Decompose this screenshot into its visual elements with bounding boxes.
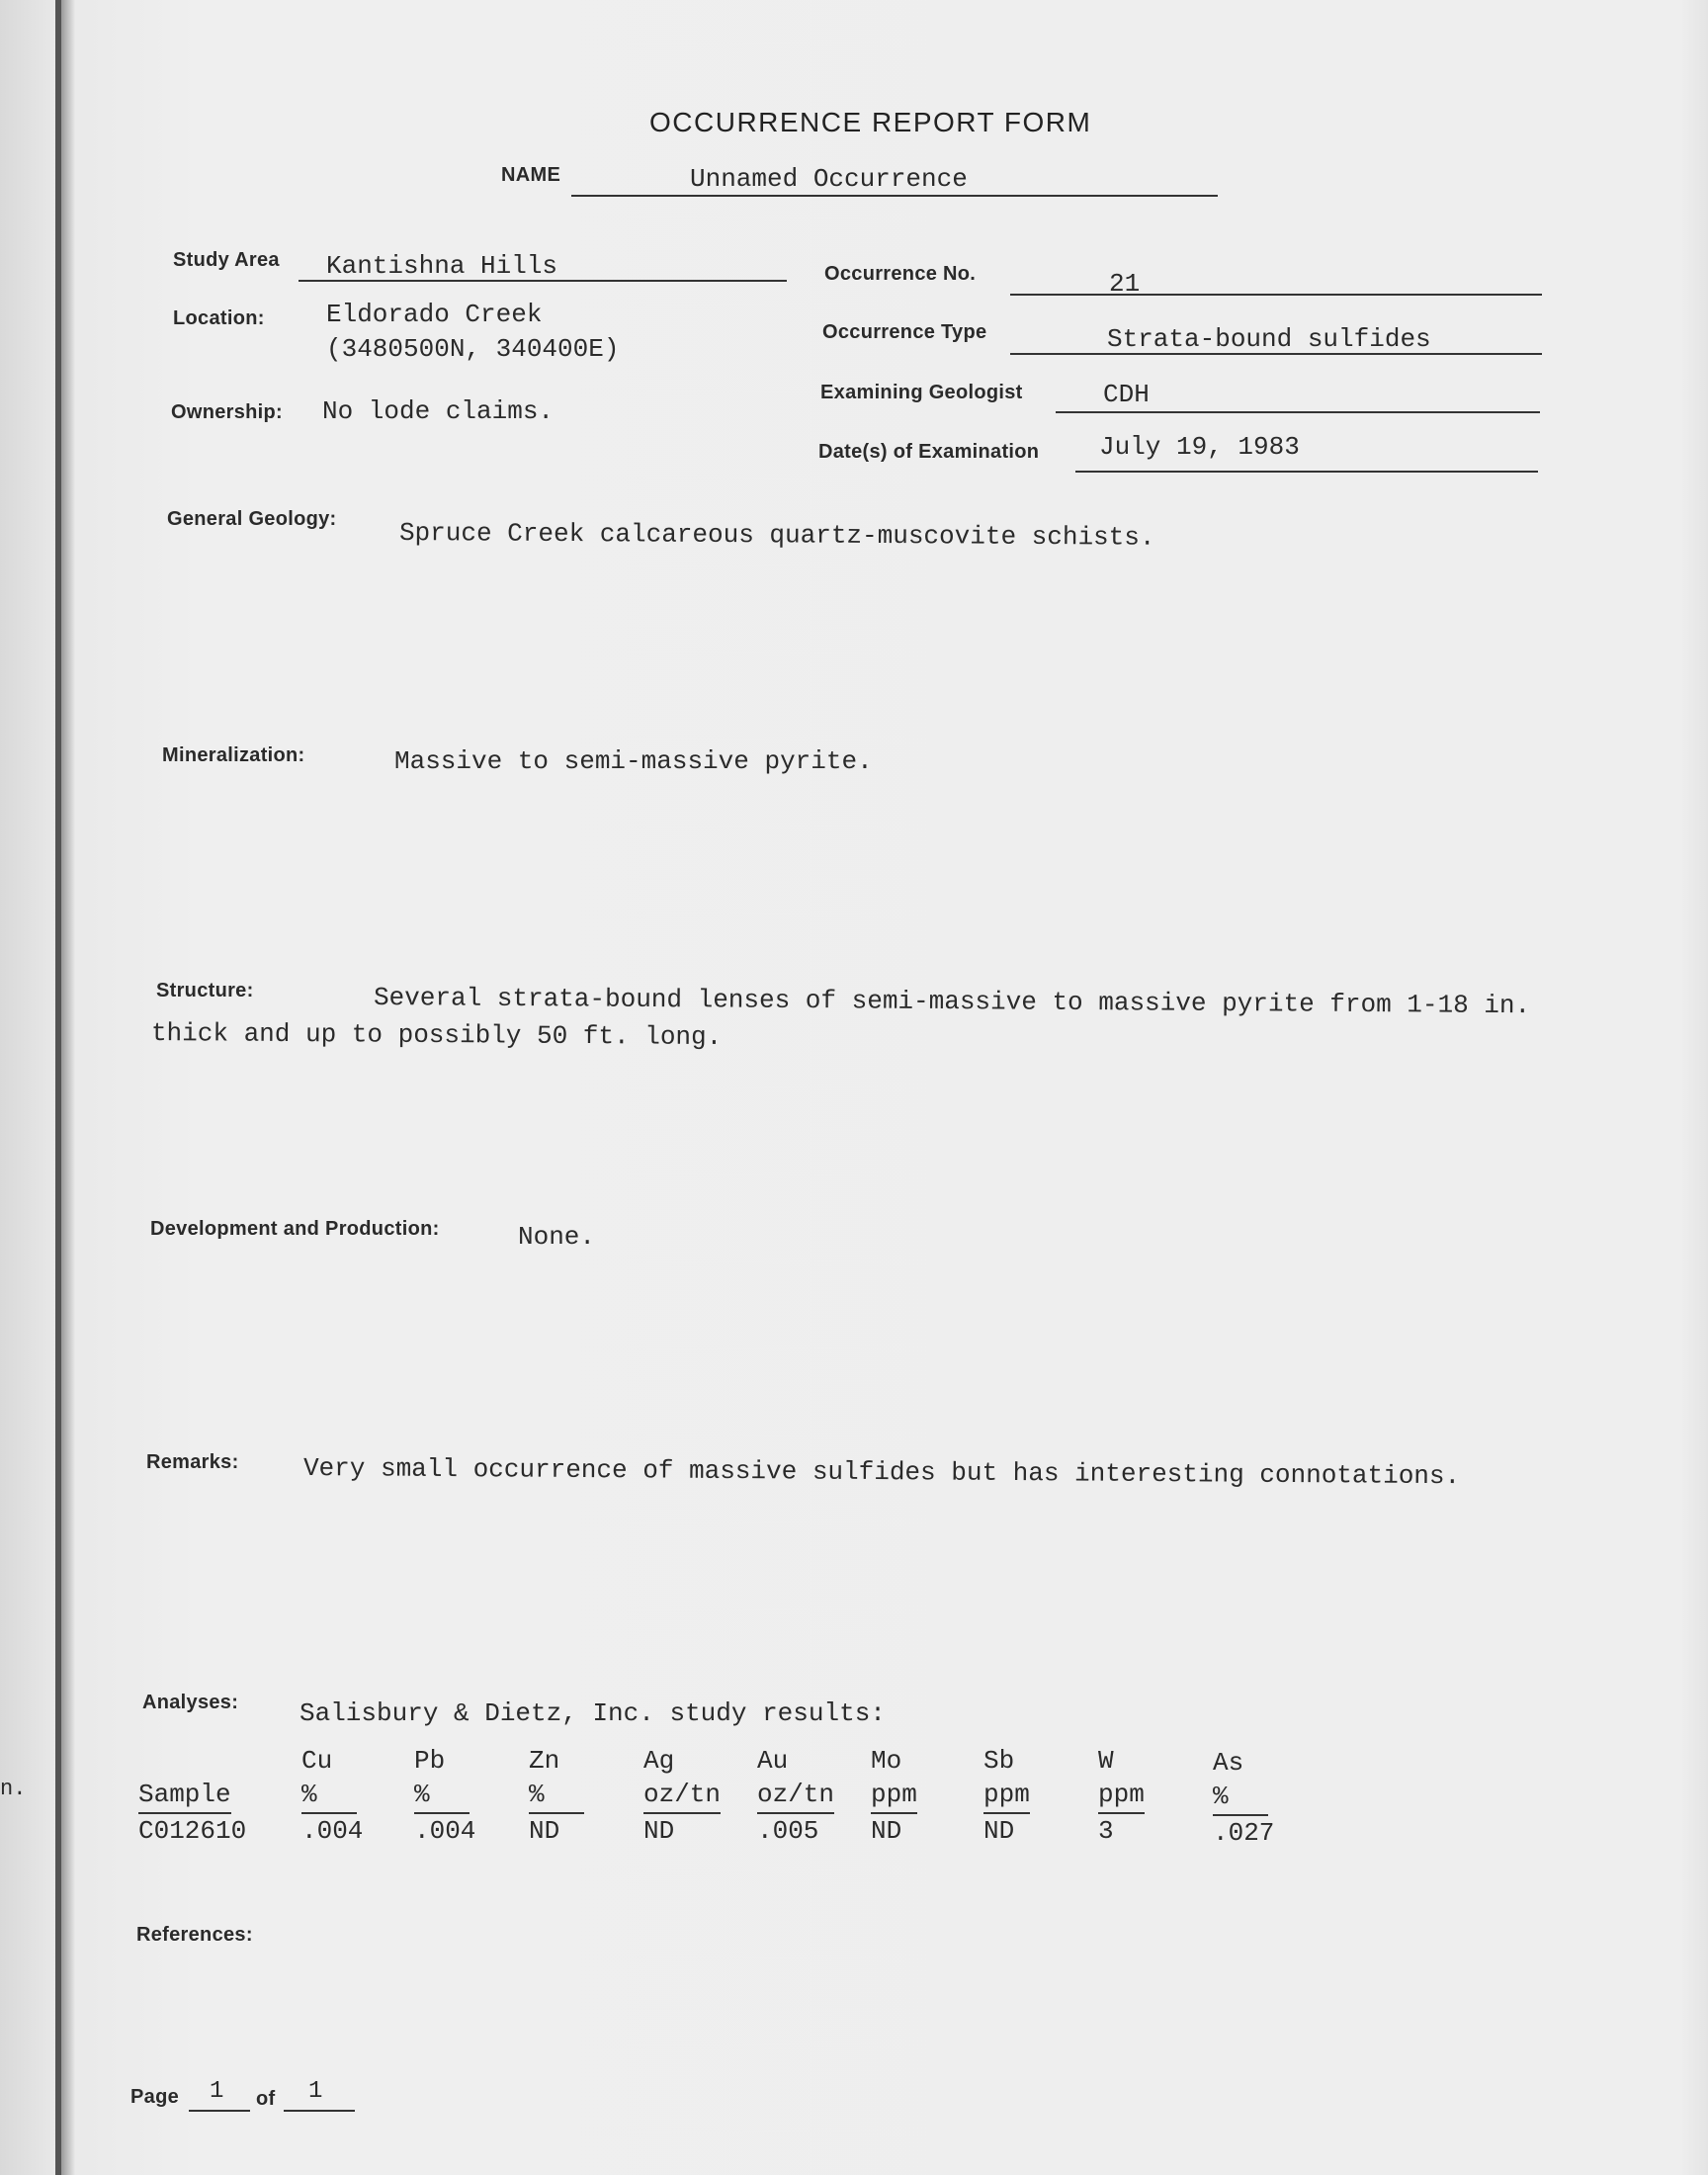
page-label: Page [130,2086,180,2108]
analyses-column-sb [983,1744,1030,1848]
development-label: Development and Production: [150,1218,440,1240]
examining-geologist-line [1056,411,1540,413]
column-value: .004 [414,1816,476,1846]
mineralization-value: Massive to semi-massive pyrite. [394,746,873,776]
examining-geologist-label: Examining Geologist [820,382,1023,403]
column-value: C012610 [138,1816,247,1846]
page-of-label: of [256,2088,276,2110]
analyses-column-au [757,1744,834,1848]
column-value: .004 [301,1816,364,1846]
column-value: .005 [757,1816,819,1846]
general-geology-value: Spruce Creek calcareous quartz-muscovite schists. [398,518,1155,553]
study-area-label: Study Area [173,249,280,271]
analyses-column-pb [414,1744,475,1848]
page-edge-gradient [61,0,75,2175]
column-unit: % [529,1778,584,1814]
column-element: Zn [529,1746,560,1776]
column-unit: Sample [138,1778,231,1814]
analyses-column-sample [138,1744,246,1848]
column-element: Sb [983,1746,1015,1776]
column-value: .027 [1213,1818,1275,1848]
examining-geologist-value: CDH [1103,380,1150,409]
column-element: W [1098,1746,1114,1776]
structure-line2: thick and up to possibly 50 ft. long. [150,1018,723,1053]
analyses-column-as [1213,1746,1274,1850]
analyses-column-w [1098,1744,1145,1848]
column-value: ND [983,1816,1015,1846]
structure-label: Structure: [156,980,254,1001]
column-unit: ppm [983,1778,1030,1814]
remarks-value: Very small occurrence of massive sulfides but has interesting connotations. [302,1453,1461,1492]
name-line [571,195,1218,197]
page-total: 1 [308,2078,323,2105]
column-unit: ppm [1098,1778,1145,1814]
column-unit: % [414,1778,470,1814]
page-current: 1 [210,2078,224,2105]
column-value: ND [529,1816,560,1846]
remarks-label: Remarks: [146,1451,239,1473]
column-unit: % [1213,1780,1268,1816]
analyses-column-ag [643,1744,721,1848]
column-value: ND [871,1816,902,1846]
mineralization-label: Mineralization: [162,744,305,766]
column-unit: oz/tn [643,1778,721,1814]
occurrence-no-value: 21 [1109,269,1141,299]
column-element: Mo [871,1746,902,1776]
occurrence-type-label: Occurrence Type [822,321,987,343]
occurrence-no-line [1010,294,1542,296]
occurrence-type-value: Strata-bound sulfides [1107,324,1431,354]
date-of-examination-value: July 19, 1983 [1099,432,1300,462]
column-unit: oz/tn [757,1778,834,1814]
occurrence-no-label: Occurrence No. [824,263,977,285]
column-element: Pb [414,1746,446,1776]
margin-mark: n. [0,1777,27,1801]
analyses-column-zn [529,1744,584,1848]
general-geology-label: General Geology: [167,508,337,530]
form-title: OCCURRENCE REPORT FORM [649,107,1092,137]
page-total-line [284,2110,355,2112]
date-of-examination-line [1075,471,1538,473]
column-value: ND [643,1816,675,1846]
analyses-label: Analyses: [142,1692,239,1713]
location-label: Location: [173,307,265,329]
date-of-examination-label: Date(s) of Examination [818,441,1040,463]
ownership-value: No lode claims. [322,396,555,426]
name-value: Unnamed Occurrence [690,164,968,194]
ownership-label: Ownership: [171,401,284,423]
column-unit: % [301,1778,357,1814]
column-element: As [1213,1748,1244,1778]
page-current-line [189,2110,250,2112]
location-line2: (3480500N, 340400E) [326,334,620,364]
column-element: Au [757,1746,789,1776]
column-unit: ppm [871,1778,917,1814]
analyses-column-mo [871,1744,917,1848]
study-area-value: Kantishna Hills [326,251,558,281]
column-element [138,1744,246,1778]
structure-line1: Several strata-bound lenses of semi-massive to massive pyrite from 1-18 in. [373,983,1531,1021]
name-label: NAME [501,164,561,186]
column-element: Cu [301,1746,333,1776]
column-value: 3 [1098,1816,1114,1846]
analyses-intro: Salisbury & Dietz, Inc. study results: [299,1698,886,1728]
analyses-column-cu [301,1744,363,1848]
location-line1: Eldorado Creek [326,300,543,329]
column-element: Ag [643,1746,675,1776]
development-value: None. [518,1222,596,1252]
references-label: References: [136,1924,253,1946]
